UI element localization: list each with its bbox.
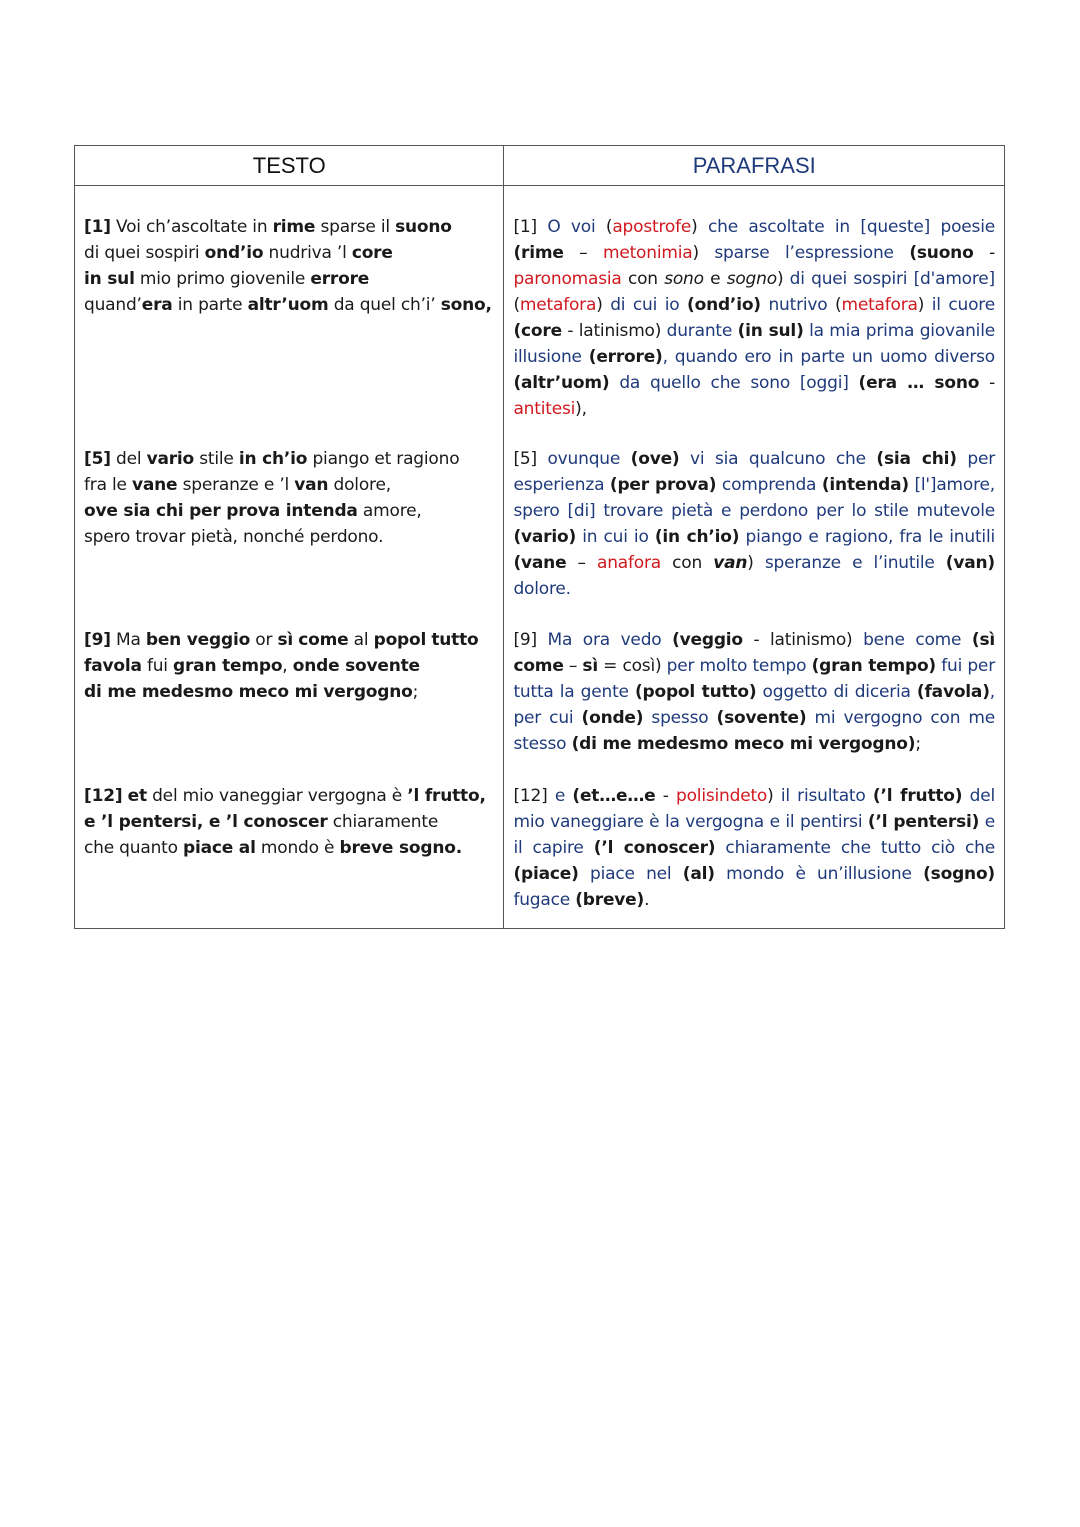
verse-segment: di quei sospiri [84, 243, 205, 263]
verse-segment: gran tempo [173, 656, 283, 676]
paraphrase-segment: di quei sospiri [d'amore] [783, 269, 995, 289]
paraphrase-segment: e [703, 269, 727, 289]
paraphrase-segment: vi sia qualcuno che [679, 449, 877, 469]
verse-text [84, 783, 494, 861]
paraphrase-segment: [l']amore, spero [di] trovare pietà e perdono per lo stile mutevole [513, 475, 995, 521]
paraphrase-segment: il risultato [773, 786, 873, 806]
paraphrase-segment: (favola) [916, 682, 990, 702]
paraphrase-segment: la mia prima giovanile illusione [513, 321, 995, 367]
paraphrase-segment: van [713, 553, 748, 573]
paraphrase-segment: (core [513, 321, 562, 341]
paraphrase-cell [504, 627, 1005, 783]
verse-segment: favola [84, 656, 142, 676]
paraphrase-segment: sì [582, 656, 598, 676]
verse-segment: piace al [183, 838, 256, 858]
header-parafrasi: PARAFRASI [504, 146, 1005, 186]
verse-segment: van [294, 475, 329, 495]
paraphrase-segment: ) [917, 295, 925, 315]
verse-segment: Ma [110, 630, 146, 650]
verse-segment: ond’io [204, 243, 264, 263]
paraphrase-segment: (vario) [513, 527, 577, 547]
verse-segment: come [298, 630, 349, 650]
paraphrase-segment: O voi [536, 217, 606, 237]
verse-segment: , [282, 656, 293, 676]
verse-segment: era [141, 295, 173, 315]
verse-segment: core [351, 243, 393, 263]
paraphrase-segment: , per cui [513, 682, 995, 728]
verse-segment: quand’ [84, 295, 142, 315]
verse-segment: mio primo giovenile [134, 269, 311, 289]
verse-cell [75, 446, 504, 627]
paraphrase-segment: dolore. [513, 579, 571, 599]
verse-segment: mondo è [255, 838, 340, 858]
rhetorical-figure: antitesi [513, 399, 576, 419]
verse-segment: [5] [84, 449, 111, 469]
paraphrase-segment: il cuore [924, 295, 995, 315]
rhetorical-figure: paronomasia [513, 269, 622, 289]
rhetorical-figure: apostrofe [612, 217, 692, 237]
paraphrase-segment: (in ch’io) [654, 527, 740, 547]
paraphrase-segment: speranze e l’inutile [753, 553, 946, 573]
verse-segment: [9] [84, 630, 111, 650]
verse-text [84, 627, 494, 705]
verse-line [84, 835, 494, 861]
paraphrase-cell [504, 446, 1005, 627]
paraphrase-segment: (suono [909, 243, 974, 263]
stanza-row [75, 186, 1005, 447]
paraphrase-segment: con [621, 269, 665, 289]
paraphrase-segment: mondo è un’illusione [714, 864, 924, 884]
paraphrase-segment: e il capire [513, 812, 995, 858]
paraphrase-segment: ; [915, 734, 921, 754]
paraphrase-segment: [9] [513, 630, 537, 650]
paraphrase-segment: piango e ragiono, fra le inutili [739, 527, 995, 547]
paraphrase-segment: (van) [945, 553, 995, 573]
verse-segment: et [127, 786, 147, 806]
verse-segment: sparse il [315, 217, 396, 237]
stanza-row [75, 627, 1005, 783]
paraphrase-segment: (vane [513, 553, 567, 573]
paraphrase-segment: - latinismo) [742, 630, 853, 650]
verse-line [84, 679, 494, 705]
verse-cell [75, 783, 504, 929]
paraphrase-segment: sparse l’espressione [698, 243, 910, 263]
paraphrase-segment: (gran tempo) [811, 656, 937, 676]
paraphrase-segment: - [973, 243, 996, 263]
paraphrase-segment: del mio vaneggiare è la vergogna e il pentirsi [513, 786, 996, 832]
paraphrase-segment: fui per tutta la gente [513, 656, 995, 702]
paraphrase-text [513, 446, 995, 602]
paraphrase-segment: ) [691, 217, 698, 237]
paraphrase-segment: (in sul) [737, 321, 804, 341]
verse-segment: chiaramente [327, 812, 439, 832]
verse-segment: al [348, 630, 374, 650]
paraphrase-segment: chiaramente che tutto ciò che [715, 838, 995, 858]
paraphrase-segment: sogno [726, 269, 777, 289]
verse-line [84, 498, 494, 524]
verse-segment: [12] [84, 786, 123, 806]
paraphrase-segment: (veggio [672, 630, 743, 650]
verse-line [84, 472, 494, 498]
verse-line [84, 240, 494, 266]
paraphrase-segment: (ove) [630, 449, 680, 469]
verse-cell [75, 186, 504, 447]
paraphrase-cell [504, 783, 1005, 929]
verse-segment: Voi ch’ascoltate in [110, 217, 273, 237]
paraphrase-segment: durante [661, 321, 738, 341]
verse-cell [75, 627, 504, 783]
paraphrase-segment: ) [776, 269, 784, 289]
paraphrase-segment: (errore) [588, 347, 663, 367]
verse-segment: vane [131, 475, 178, 495]
paraphrase-segment: (sì come [513, 630, 996, 676]
paraphrase-segment: - [979, 373, 995, 393]
verse-segment: in sul [84, 269, 135, 289]
paraphrase-segment: (piace) [513, 864, 579, 884]
paraphrase-text [513, 783, 995, 913]
paraphrase-segment: in cui io [576, 527, 655, 547]
verse-segment: spero trovar pietà, nonché perdono. [84, 527, 384, 547]
paraphrase-segment: [5] [513, 449, 537, 469]
stanza-row [75, 783, 1005, 929]
paraphrase-segment: (era … sono [858, 373, 980, 393]
verse-segment: [1] [84, 217, 111, 237]
paraphrase-segment: (’l pentersi) [867, 812, 980, 832]
paraphrase-segment: ( [513, 295, 520, 315]
verse-segment: ; [412, 682, 419, 702]
verse-segment: ’l frutto, [407, 786, 486, 806]
paraphrase-segment: per molto tempo [661, 656, 812, 676]
paraphrase-segment: da quello che sono [oggi] [609, 373, 859, 393]
verse-segment: amore, [357, 501, 422, 521]
paraphrase-text [513, 214, 995, 422]
verse-segment: in ch’io [238, 449, 308, 469]
verse-segment: fra le [84, 475, 132, 495]
verse-segment: fui [141, 656, 174, 676]
verse-segment: onde sovente [292, 656, 420, 676]
paraphrase-segment: sono [664, 269, 704, 289]
verse-segment: piango et ragiono [307, 449, 460, 469]
paraphrase-segment: spesso [643, 708, 717, 728]
verse-segment: da quel ch’i’ [328, 295, 441, 315]
paraphrase-segment: (onde) [581, 708, 644, 728]
verse-text [84, 214, 494, 318]
paraphrase-segment: (sia chi) [876, 449, 957, 469]
verse-segment: errore [310, 269, 370, 289]
rhetorical-figure: anafora [597, 553, 662, 573]
verse-segment: nudriva ’l [263, 243, 352, 263]
paraphrase-segment: (popol tutto) [634, 682, 757, 702]
paraphrase-segment: e [547, 786, 573, 806]
paraphrase-segment: , quando ero in parte un uomo diverso [662, 347, 995, 367]
verse-segment: e ’l pentersi, e ’l conoscer [84, 812, 328, 832]
verse-segment: sogno. [393, 838, 462, 858]
paraphrase-segment: piace nel [578, 864, 683, 884]
paraphrase-segment: comprenda [716, 475, 822, 495]
paraphrase-segment: ) [747, 553, 754, 573]
paraphrase-segment: per esperienza [513, 449, 996, 495]
verse-segment: che quanto [84, 838, 184, 858]
paraphrase-segment: (intenda) [821, 475, 909, 495]
verse-line [84, 783, 494, 809]
paraphrase-segment: di cui io [602, 295, 688, 315]
paraphrase-segment: ( [605, 217, 613, 237]
paraphrase-segment: bene come [852, 630, 972, 650]
verse-segment: tutto [431, 630, 479, 650]
paraphrase-segment: ) [692, 243, 699, 263]
paraphrase-segment: ) [767, 786, 774, 806]
verse-line [84, 266, 494, 292]
verse-segment: di me medesmo meco mi vergogno [84, 682, 413, 702]
paraphrase-segment: (’l conoscer) [593, 838, 716, 858]
verse-segment: dolore, [328, 475, 391, 495]
verse-segment: altr’uom [247, 295, 329, 315]
paraphrase-segment: (’l frutto) [872, 786, 963, 806]
paraphrase-segment: = così) [597, 656, 662, 676]
paraphrase-segment: ovunque [536, 449, 631, 469]
verse-segment: ove sia chi per prova intenda [84, 501, 358, 521]
verse-segment: sì [277, 630, 294, 650]
paraphrase-segment: (sogno) [923, 864, 995, 884]
verse-segment: stile [194, 449, 239, 469]
stanza-row [75, 446, 1005, 627]
paraphrase-segment: nutrivo [760, 295, 836, 315]
rhetorical-figure: metonimia [602, 243, 693, 263]
paraphrase-segment: (al) [682, 864, 715, 884]
paraphrase-text [513, 627, 995, 757]
rhetorical-figure: metafora [841, 295, 918, 315]
paraphrase-segment: fugace [513, 890, 576, 910]
verse-segment: del mio vaneggiar vergogna è [146, 786, 408, 806]
verse-segment: del [110, 449, 147, 469]
paraphrase-segment: oggetto di diceria [756, 682, 917, 702]
rhetorical-figure: polisindeto [676, 786, 768, 806]
verse-segment: breve [339, 838, 394, 858]
paraphrase-segment: che ascoltate in [queste] poesie [697, 217, 995, 237]
paraphrase-segment: [1] [513, 217, 537, 237]
paraphrase-segment: con [661, 553, 714, 573]
verse-segment: speranze e ’l [177, 475, 295, 495]
rhetorical-figure: metafora [519, 295, 597, 315]
paraphrase-segment: ( [835, 295, 842, 315]
paraphrase-segment: (di me medesmo meco mi vergogno) [571, 734, 916, 754]
verse-line [84, 809, 494, 835]
verse-line [84, 292, 494, 318]
paraphrase-segment: (sovente) [716, 708, 807, 728]
verse-line [84, 653, 494, 679]
verse-line [84, 627, 494, 653]
verse-segment: popol [373, 630, 427, 650]
paraphrase-segment: ), [575, 399, 587, 419]
paraphrase-segment: (ond’io) [687, 295, 761, 315]
verse-segment: suono [395, 217, 452, 237]
verse-segment: or [250, 630, 278, 650]
paraphrase-segment: mi vergogno con me stesso [513, 708, 995, 754]
verse-segment: sono, [440, 295, 492, 315]
verse-segment: rime [272, 217, 316, 237]
paraphrase-segment: (et…e…e [572, 786, 656, 806]
paraphrase-segment: – [563, 656, 583, 676]
verse-segment: in parte [172, 295, 248, 315]
paraphrase-segment: ) [596, 295, 603, 315]
paraphrase-segment: (rime [513, 243, 564, 263]
paraphrase-segment: [12] [513, 786, 548, 806]
verse-segment: vario [146, 449, 195, 469]
paraphrase-segment: - latinismo) [561, 321, 662, 341]
verse-segment: ben veggio [145, 630, 251, 650]
paraphrase-segment: (breve) [575, 890, 645, 910]
paraphrase-segment: – [563, 243, 603, 263]
parafrasi-table [74, 145, 1005, 929]
paraphrase-segment: (per prova) [609, 475, 717, 495]
header-testo: TESTO [75, 146, 504, 186]
paraphrase-segment: Ma ora vedo [536, 630, 673, 650]
paraphrase-segment: . [644, 890, 650, 910]
verse-line [84, 446, 494, 472]
paraphrase-segment: – [566, 553, 597, 573]
paraphrase-segment: - [655, 786, 677, 806]
verse-line [84, 524, 494, 550]
verse-text [84, 446, 494, 550]
verse-line [84, 214, 494, 240]
paraphrase-cell [504, 186, 1005, 447]
paraphrase-segment: (altr’uom) [513, 373, 610, 393]
